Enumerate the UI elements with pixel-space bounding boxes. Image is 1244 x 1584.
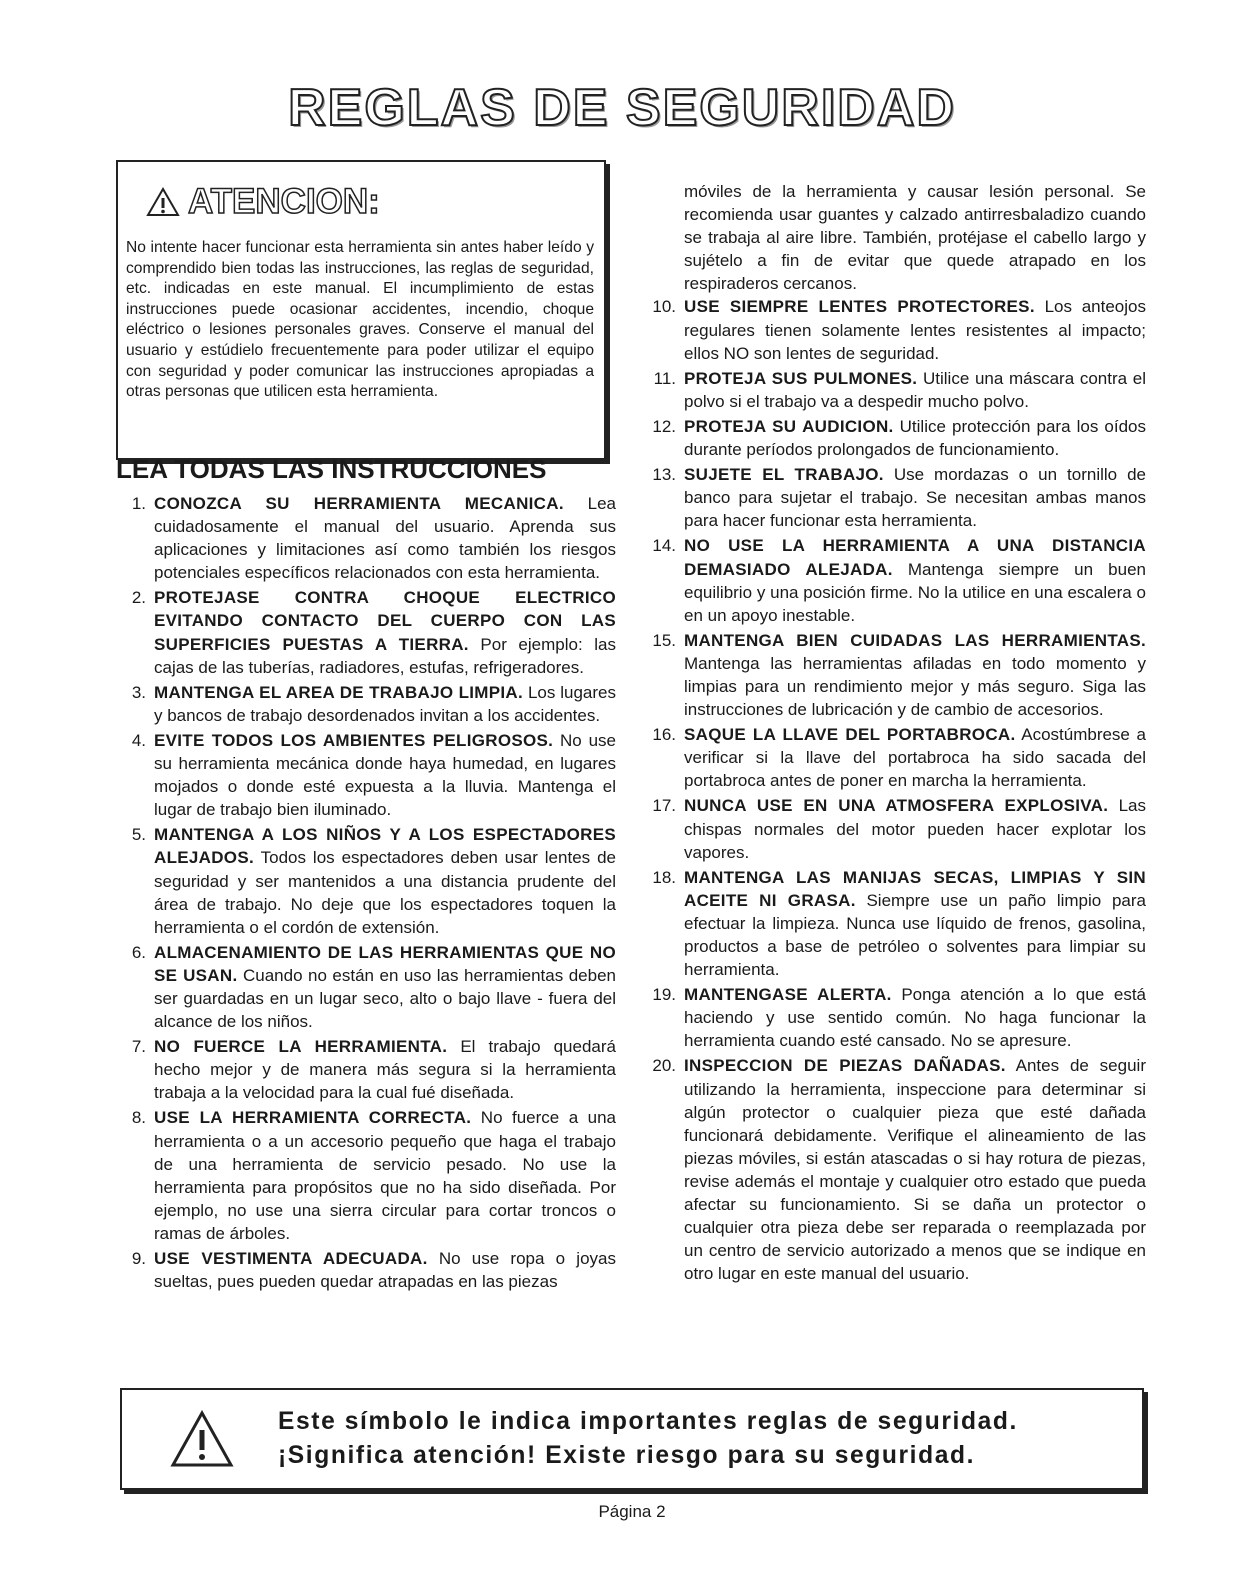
rule-number: 7.: [131, 1037, 146, 1057]
rule-text: Lea cuidadosamente el manual del usuario. Aprenda sus aplicaciones y limitaciones así como también los riesgos potenciales específicos relacionados con esta herramienta.: [154, 494, 616, 583]
rule-title: USE VESTIMENTA ADECUADA.: [154, 1249, 428, 1268]
section-heading: LEA TODAS LAS INSTRUCCIONES: [116, 454, 547, 484]
rule-title: MANTENGA BIEN CUIDADAS LAS HERRAMIENTAS.: [684, 630, 1146, 650]
attention-header: [146, 178, 594, 226]
rule-title: MANTENGA A LOS NIÑOS Y A LOS ESPECTADORES ALEJADOS.: [154, 825, 616, 868]
rule-number: 17.: [652, 796, 676, 816]
rule-title: SAQUE LA LLAVE DEL PORTABROCA.: [684, 725, 1016, 745]
warning-triangle-icon: [170, 1410, 234, 1468]
rule-text: Mantenga siempre un buen equilibrio y una posición firme. No la utilice en una escalera o en un apoyo inestable.: [684, 559, 1146, 625]
rule-number: 16.: [652, 725, 676, 745]
rule-title: USE SIEMPRE LENTES PROTECTORES.: [684, 297, 1035, 317]
rule-title: NO FUERCE LA HERRAMIENTA.: [154, 1037, 448, 1057]
rule-text: Ponga atención a lo que está haciendo y use sentido común. No haga funcionar la herramienta cuando esté cansado. No se apresure.: [684, 985, 1146, 1051]
rule-text: Utilice protección para los oídos durante períodos prolongados de funcionamiento.: [684, 416, 1146, 460]
rule-item: [116, 1247, 616, 1293]
rule-title: USE LA HERRAMIENTA CORRECTA.: [154, 1108, 472, 1128]
rule-title: PROTEJA SU AUDICION.: [684, 416, 894, 436]
rule-text: Acostúmbrese a verificar si la llave del portabroca ha sido sacada del portabroca antes de poner en marcha la herramienta.: [684, 725, 1146, 791]
page-title: REGLAS DE SEGURIDAD: [288, 79, 956, 137]
rule-number: 14.: [652, 536, 676, 556]
rule-item: [116, 586, 616, 678]
rule-number: 13.: [652, 465, 676, 485]
attention-text: No intente hacer funcionar esta herramienta sin antes haber leído y comprendido bien todas las instrucciones, las reglas de seguridad, etc. indicadas en este manual. El incumplimiento de estas instrucciones puede ocasionar accidentes, incendio, choque eléctrico o lesiones personales graves. Conserve el manual del usuario y estúdielo frecuentemente para poder utilizar el equipo con seguridad y poder comunicar las instrucciones apropiadas a otras personas que utilicen esta herramienta.: [126, 239, 594, 401]
rule-number: 20.: [652, 1056, 676, 1076]
rule-number: 10.: [652, 297, 676, 317]
rule-number: 4.: [131, 730, 146, 750]
rule-title: PROTEJA SUS PULMONES.: [684, 368, 918, 388]
rule-number: 12.: [652, 416, 676, 436]
rule-text: Siempre use un paño limpio para efectuar la limpieza. Nunca use líquido de frenos, gasolina, productos a base de petróleo o solventes para limpiar su herramienta.: [684, 890, 1146, 980]
safety-symbol-line-2: ¡Significa atención! Existe riesgo para su seguridad.: [278, 1442, 976, 1469]
rule-item: [640, 367, 1146, 413]
rule-number: 8.: [131, 1108, 146, 1128]
rule-text: Mantenga las herramientas afiladas en todo momento y limpias para un rendimiento mejor y más seguro. Siga las instrucciones de lubricación y de cambio de accesorios.: [684, 653, 1146, 720]
rule-number: 11.: [653, 368, 676, 388]
rule-number: 9.: [131, 1249, 146, 1268]
rule-title: ALMACENAMIENTO DE LAS HERRAMIENTAS QUE NO SE USAN.: [154, 942, 616, 985]
rule-number: 5.: [131, 825, 146, 845]
rule-number: 18.: [652, 867, 676, 887]
safety-symbol-notice: [120, 1388, 1144, 1490]
rules-right-column: [640, 180, 1146, 1287]
rule-item: [640, 794, 1146, 863]
rule-title: MANTENGA EL AREA DE TRABAJO LIMPIA.: [154, 682, 524, 702]
rule-text: Las chispas normales del motor pueden hacer explotar los vapores.: [684, 796, 1146, 862]
rule-text: Los anteojos regulares tienen solamente lentes resistentes al impacto; ellos NO son lentes de seguridad.: [684, 297, 1146, 363]
rule-number: 6.: [131, 942, 146, 962]
rule-item: [116, 941, 616, 1033]
rule-text: No use ropa o joyas sueltas, pues pueden quedar atrapadas en las piezas: [154, 1249, 616, 1292]
warning-triangle-icon: [146, 187, 180, 217]
rule-text: Cuando no están en uso las herramientas deben ser guardadas en un lugar seco, alto o bajo llave - fuera del alcance de los niños.: [154, 965, 616, 1032]
rule-title: NO USE LA HERRAMIENTA A UNA DISTANCIA DEMASIADO ALEJADA.: [684, 536, 1146, 579]
rule-text: Los lugares y bancos de trabajo desordenados invitan a los accidentes.: [154, 682, 617, 725]
rule-title: MANTENGA LAS MANIJAS SECAS, LIMPIAS Y SIN ACEITE NI GRASA.: [684, 867, 1146, 910]
rule-item: [116, 492, 616, 584]
rule-item: [640, 629, 1146, 721]
rules-left-column: [116, 492, 616, 1295]
rule-text: No use su herramienta mecánica donde haya humedad, en lugares mojados o donde esté expuesta a la lluvia. Mantenga el lugar de trabajo bien iluminado.: [154, 730, 616, 820]
rule-text: Use mordazas o un tornillo de banco para sujetar el trabajo. Se necesitan ambas manos para hacer funcionar esta herramienta.: [684, 465, 1146, 531]
attention-title: ATENCION:: [188, 182, 380, 221]
rule-item: [640, 1054, 1146, 1285]
rule-title: EVITE TODOS LOS AMBIENTES PELIGROSOS.: [154, 730, 554, 750]
rule-text: Por ejemplo: las cajas de las tuberías, radiadores, estufas, refrigeradores.: [154, 634, 616, 677]
rule-number: 15.: [652, 630, 676, 650]
rule-item: [640, 723, 1146, 792]
rule-item: [640, 866, 1146, 981]
rule-item: [116, 681, 616, 727]
rule-item: [640, 983, 1146, 1052]
rule-text: Utilice una máscara contra el polvo si el trabajo va a despedir mucho polvo.: [684, 368, 1146, 411]
rule-text: El trabajo quedará hecho mejor y de manera más segura si la herramienta trabaja a la velocidad para la cual fué diseñada.: [154, 1037, 616, 1103]
page-number: Página 2: [598, 1502, 666, 1521]
rule-item: [640, 463, 1146, 532]
rule-number: 2.: [131, 588, 146, 608]
rule-item: [640, 415, 1146, 461]
rule-text: Antes de seguir utilizando la herramienta, inspeccione para determinar si algún protector o cualquier pieza que esté dañada funcionará debidamente. Verifique el alineamiento de las piezas móviles, si están atascadas o si hay rotura de piezas, revise además el montaje y cualquier otro estado que pueda afectar su funcionamiento. Si se daña un protector o cualquier otra pieza debe ser reparada o reemplazada por un centro de servicio autorizado a menos que se indique en otro lugar en este manual del usuario.: [684, 1056, 1146, 1284]
rule-text: Todos los espectadores deben usar lentes de seguridad y ser mantenidos a una distancia prudente del área de trabajo. No deje que los espectadores toquen la herramienta o el cordón de extensión.: [154, 848, 616, 937]
rule-title: INSPECCION DE PIEZAS DAÑADAS.: [684, 1056, 1006, 1076]
rule-number: 19.: [652, 985, 676, 1005]
rule-title: MANTENGASE ALERTA.: [684, 985, 892, 1005]
rule-item: [116, 1106, 616, 1245]
rule-title: PROTEJASE CONTRA CHOQUE ELECTRICO EVITANDO CONTACTO DEL CUERPO CON LAS SUPERFICIES PUESTAS A TIERRA.: [154, 588, 616, 654]
rule-item: [640, 295, 1146, 364]
attention-box: [116, 160, 606, 460]
rule-item: [116, 729, 616, 821]
safety-symbol-line-1: Este símbolo le indica importantes reglas de seguridad.: [278, 1408, 1018, 1435]
rule-text: No fuerce a una herramienta o a un accesorio pequeño que haga el trabajo de una herramienta de servicio pesado. No use la herramienta para propósitos que no ha sido diseñada. Por ejemplo, no use una sierra circular para cortar troncos o ramas de árboles.: [154, 1108, 617, 1243]
rule-title: CONOZCA SU HERRAMIENTA MECANICA.: [154, 494, 564, 513]
rule-item: [116, 823, 616, 938]
rule-title: SUJETE EL TRABAJO.: [684, 465, 884, 485]
rule-number: 1.: [131, 494, 146, 513]
rule-9-continued: móviles de la herramienta y causar lesión personal. Se recomienda usar guantes y calzado antirresbaladizo cuando se trabaja al aire libre. También, protéjase el cabello largo y sujételo a fin de evitar que quede atrapado en los respiraderos cercanos.: [684, 182, 1146, 294]
rule-title: NUNCA USE EN UNA ATMOSFERA EXPLOSIVA.: [684, 796, 1109, 816]
rule-item: [640, 534, 1146, 626]
safety-symbol-text: [278, 1405, 1018, 1473]
rule-number: 3.: [131, 682, 146, 702]
rule-item: [116, 1035, 616, 1104]
